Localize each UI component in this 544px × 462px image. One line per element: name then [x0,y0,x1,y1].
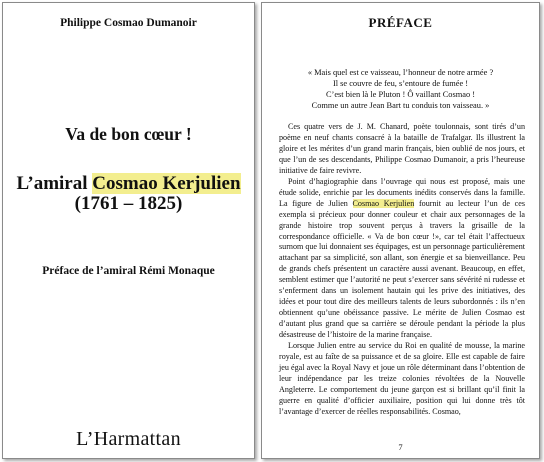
book-subtitle [3,173,254,195]
preface-credit: Préface de l’amiral Rémi Monaque [42,265,215,277]
paragraph: Point d’hagiographie dans l’ouvrage qui nous est proposé, mais une étude solide, enrichie par les documents inédits conservés dans la famille. La figure de Julien Cosmao Kerjulien fournit au lecteur l’un de ces exempla si précieux pour donner couleur et chair aux personnages de la grande histoire trop souvent perçus à travers la grisaille de la correspondance officielle. « Va de bon cœur !», car tel était l’affectueux surnom que lui donnaient ses équipages, est un personnage particulièrement attachant par sa simplicité, son allant, son énergie et sa bienveillance. Peu de grands chefs présentent un caractère aussi avenant. Beaucoup, en effet, semblent estimer que l’autorité ne peut s’exercer sans sévérité ni rudesse et s’enferment dans un isolement hautain qui les prive des initiatives, des idées et pour tout dire des meilleurs talents de leurs subordonnés : ils n’en obtiennent qu’une obéissance passive. Le mérite de Julien Cosmao est d’autant plus grand que sa carrière se déroule pendant la période la plus désastreuse de l’histoire de la marine française. [279,176,525,340]
preface-title: PRÉFACE [368,15,433,30]
book-cover [2,2,255,459]
preface-page [261,2,540,459]
epigraph-poem [262,67,539,111]
paragraph: Ces quatre vers de J. M. Chanard, poète toulonnais, sont tirés d’un poème en neuf chants consacré à la bataille de Trafalgar. Ils illustrent la gloire et les mérites d’un grand marin français, bien oublié de nos jours, et que l’un de ses descendants, Philippe Cosmao Dumanoir, a pris l’heureuse initiative de faire revivre. [279,122,525,175]
subtitle-prefix: L’amiral [16,173,93,194]
publisher-logo: L’Harmattan [76,428,181,450]
page-number: 7 [398,442,403,452]
poem-line: « Mais quel est ce vaisseau, l’honneur de notre armée ? [307,68,494,77]
poem-line: Comme un autre Jean Bart tu conduis ton vaisseau. » [311,101,490,110]
highlighted-name: Cosmao Kerjulien [352,198,415,208]
author-name: Philippe Cosmao Dumanoir [60,17,197,29]
poem-line: Il se couvre de feu, s’entoure de fumée ! [332,79,469,88]
book-title: Va de bon cœur ! [65,124,192,144]
paragraph: Lorsque Julien entre au service du Roi en qualité de mousse, la marine royale, est au faîte de sa puissance et de sa gloire. Elle est capable de faire jeu égal avec la Royal Navy et joue un rôle déterminant dans l’obtention de leur indépendance par les treize colonies révoltées de la Nouvelle Angleterre. Le comportement du jeune garçon est si brillant qu’il finit la guerre en qualité d’officier auxiliaire, position qui lui donne très tôt l’avantage d’exercer de réelles responsabilités. Cosmao, [279,341,525,416]
poem-line: C’est bien là le Pluton ! Ô vaillant Cosmao ! [325,90,476,99]
book-dates: (1761 – 1825) [74,193,183,214]
highlighted-name: Cosmao Kerjulien [92,173,241,194]
preface-body [279,122,525,418]
